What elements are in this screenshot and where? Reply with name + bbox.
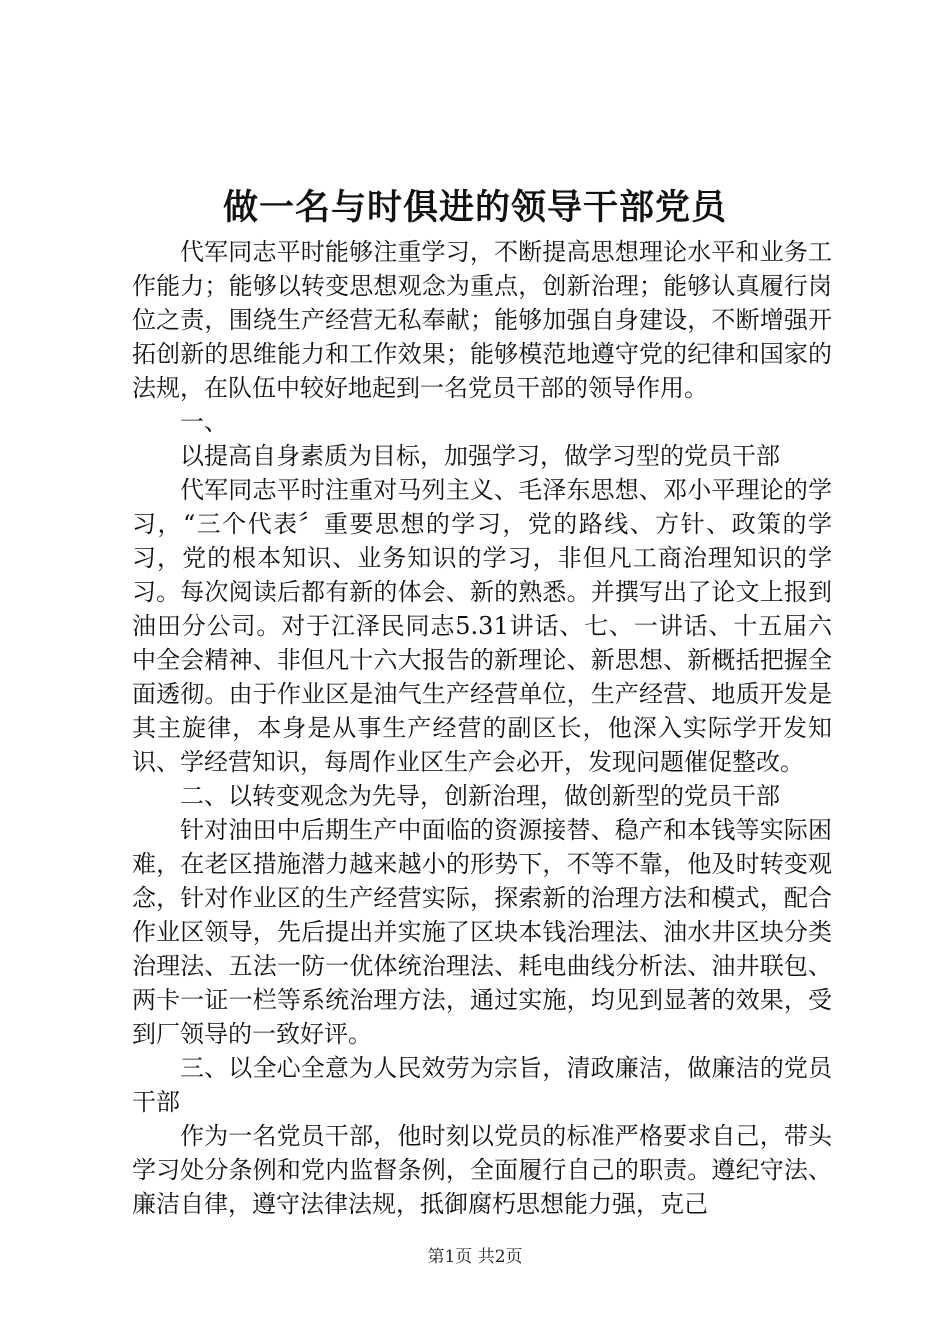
page-footer: 第1页 共2页 (427, 1247, 523, 1267)
document-body (132, 235, 832, 1221)
section-heading-one: 以提高自身素质为目标，加强学习，做学习型的党员干部 (180, 442, 780, 470)
paragraph-section-three: 作为一名党员干部，他时刻以党员的标准严格要求自己，带头学习处分条例和党内监督条例，全面履行自己的职责。遵纪守法、廉洁自律，遵守法律法规，抵御腐朽思想能力强，克己 (132, 1122, 832, 1218)
paragraph-section-one: 代军同志平时注重对马列主义、毛泽东思想、邓小平理论的学习，“三个代表〞重要思想的学习，党的路线、方针、政策的学习，党的根本知识、业务知识的学习，非但凡工商治理知识的学习。每次阅读后都有新的体会、新的熟悉。并撰写出了论文上报到油田分公司。对于江泽民同志5.31讲话、七、一讲话、十五届六中全会精神、非但凡十六大报告的新理论、新思想、新概括把握全面透彻。由于作业区是油气生产经营单位，生产经营、地质开发是其主旋律，本身是从事生产经营的副区长，他深入实际学开发知识、学经营知识，每周作业区生产会必开，发现问题催促整改。 (132, 476, 832, 776)
section-number-one: 一、 (180, 408, 228, 436)
document-title: 做一名与时俱进的领导干部党员 (222, 187, 727, 228)
section-heading-two: 二、以转变观念为先导，创新治理，做创新型的党员干部 (180, 782, 780, 810)
section-heading-three: 三、以全心全意为人民效劳为宗旨，清政廉洁，做廉洁的党员干部 (132, 1054, 832, 1116)
paragraph-intro: 代军同志平时能够注重学习，不断提高思想理论水平和业务工作能力；能够以转变思想观念为重点，创新治理；能够认真履行岗位之责，围绕生产经营无私奉献；能够加强自身建设，不断增强开拓创新的思维能力和工作效果；能够模范地遵守党的纪律和国家的法规，在队伍中较好地起到一名党员干部的领导作用。 (132, 238, 832, 402)
paragraph-section-two: 针对油田中后期生产中面临的资源接替、稳产和本钱等实际困难，在老区措施潜力越来越小的形势下，不等不靠，他及时转变观念，针对作业区的生产经营实际，探索新的治理方法和模式，配合作业区领导，先后提出并实施了区块本钱治理法、油水井区块分类治理法、五法一防一优体统治理法、耗电曲线分析法、油井联包、两卡一证一栏等系统治理方法，通过实施，均见到显著的效果，受到厂领导的一致好评。 (132, 816, 832, 1048)
